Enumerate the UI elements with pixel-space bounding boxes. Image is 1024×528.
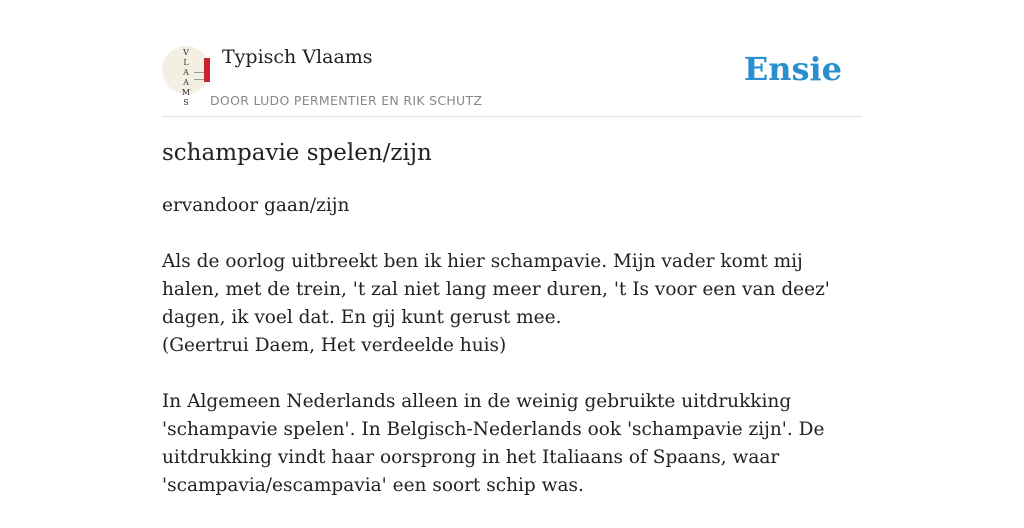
page-container: [162, 0, 862, 496]
entry-definition: ervandoor gaan/zijn: [162, 195, 350, 216]
entry-title: schampavie spelen/zijn: [162, 140, 432, 166]
entry-body: [162, 192, 862, 528]
header: [162, 0, 862, 117]
logo-letter: A: [183, 68, 189, 77]
logo-red-edge: [204, 58, 210, 82]
entry-example-block: [162, 248, 862, 360]
brand-logo[interactable]: Ensie: [743, 50, 842, 88]
logo-letter: S: [183, 98, 189, 107]
logo-letter: V: [183, 48, 189, 57]
book-authors: DOOR LUDO PERMENTIER EN RIK SCHUTZ: [210, 93, 483, 108]
entry-source: (Geertrui Daem, Het verdeelde huis): [162, 335, 507, 356]
logo-lines: [194, 72, 204, 80]
logo-letter: A: [183, 78, 189, 87]
logo-lettering: [178, 48, 194, 108]
book-logo[interactable]: [162, 46, 210, 107]
entry-explanation: In Algemeen Nederlands alleen in de weinig gebruikte uitdrukking 'schampavie spelen'. In Belgisch-Nederlands ook 'schampavie zijn'. De uitdrukking vindt haar oorsprong in het Italiaans of Spaans, waar 'scampavia/escampavia' een soort schip was.: [162, 391, 825, 496]
book-title[interactable]: Typisch Vlaams: [222, 46, 373, 68]
logo-letter: L: [183, 58, 189, 67]
entry-example: Als de oorlog uitbreekt ben ik hier schampavie. Mijn vader komt mij halen, met de trein, 't zal niet lang meer duren, 't Is voor een van deez' dagen, ik voel dat. En gij kunt gerust mee.: [162, 251, 830, 328]
logo-letter: M: [181, 88, 191, 97]
